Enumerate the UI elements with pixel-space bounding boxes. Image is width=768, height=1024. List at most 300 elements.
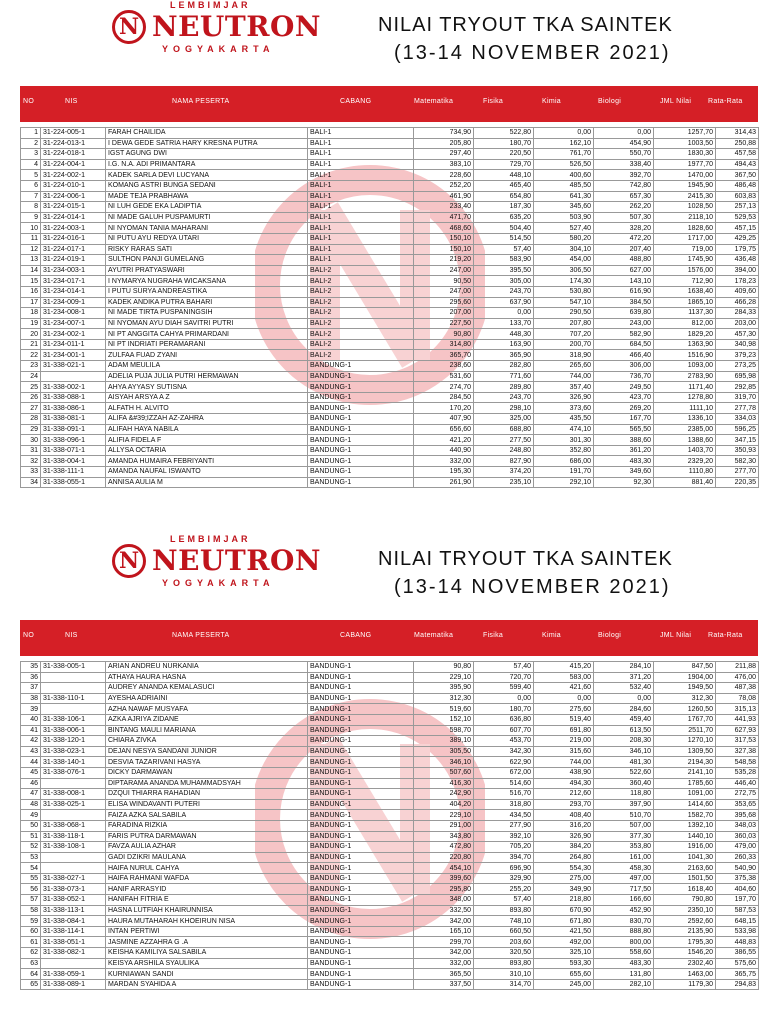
row-jml-nilai: 1829,20 [654,329,716,340]
col-no: NO [23,632,35,639]
row-jml-nilai: 1041,30 [654,852,716,863]
row-biologi: 92,30 [594,477,654,488]
row-fisika: 342,30 [474,746,534,757]
brand-tagline: LEMBIMJAR [170,534,251,544]
row-kimia: 0,00 [534,128,594,139]
col-kimia: Kimia [542,632,562,639]
row-cabang: BANDUNG-1 [308,905,414,916]
row-no: 4 [21,159,41,170]
table-row [21,202,759,213]
table-row [21,979,759,990]
col-nama: NAMA PESERTA [172,632,230,639]
row-rata-rata: 429,25 [716,233,759,244]
row-jml-nilai: 1582,70 [654,810,716,821]
row-no: 39 [21,704,41,715]
table-row [21,308,759,319]
table-row [21,662,759,673]
row-jml-nilai: 1767,70 [654,714,716,725]
row-fisika: 893,80 [474,905,534,916]
row-fisika: 318,80 [474,799,534,810]
table-row [21,704,759,715]
row-rata-rata: 466,28 [716,297,759,308]
row-no: 6 [21,180,41,191]
row-cabang: BANDUNG-1 [308,382,414,393]
row-nis: 31-234-008-1 [41,308,106,319]
col-biologi: Biologi [598,98,622,105]
row-fisika: 660,50 [474,926,534,937]
row-rata-rata: 353,65 [716,799,759,810]
row-jml-nilai: 1414,60 [654,799,716,810]
row-biologi: 0,00 [594,128,654,139]
row-no: 12 [21,244,41,255]
row-matematika: 297,40 [414,149,474,160]
row-no: 38 [21,693,41,704]
brand-tagline: LEMBIMJAR [170,0,251,10]
row-matematika: 454,10 [414,863,474,874]
table-row [21,350,759,361]
row-cabang: BALI-1 [308,149,414,160]
row-fisika: 220,50 [474,149,534,160]
row-nama-peserta: NI MADE GALUH PUSPAMURTI [106,212,308,223]
row-rata-rata: 587,53 [716,905,759,916]
row-kimia: 275,00 [534,873,594,884]
table-row [21,361,759,372]
row-cabang: BALI-2 [308,329,414,340]
row-rata-rata: 314,43 [716,128,759,139]
row-kimia: 265,60 [534,361,594,372]
row-no: 21 [21,339,41,350]
row-matematika: 531,60 [414,371,474,382]
row-nis: 31-338-004-1 [41,456,106,467]
row-nama-peserta: AYUTRI PRATYASWARI [106,265,308,276]
row-kimia: 306,50 [534,265,594,276]
row-nama-peserta: RISKY RARAS SATI [106,244,308,255]
row-rata-rata: 327,38 [716,746,759,757]
row-cabang: BALI-1 [308,223,414,234]
row-no: 59 [21,916,41,927]
row-nis: 31-338-008-1 [41,789,106,800]
row-no: 19 [21,318,41,329]
row-matematika: 342,00 [414,948,474,959]
row-nama-peserta: NI MADE TIRTA PUSPANINGSIH [106,308,308,319]
row-fisika: 235,10 [474,477,534,488]
row-nis: 31-224-005-1 [41,128,106,139]
row-kimia: 527,40 [534,223,594,234]
row-rata-rata: 529,53 [716,212,759,223]
row-jml-nilai: 1516,90 [654,350,716,361]
row-no: 11 [21,233,41,244]
row-jml-nilai: 2194,30 [654,757,716,768]
row-matematika: 165,10 [414,926,474,937]
col-kimia: Kimia [542,98,562,105]
row-biologi: 243,00 [594,318,654,329]
row-jml-nilai: 2511,70 [654,725,716,736]
row-jml-nilai: 1916,00 [654,842,716,853]
row-nis [41,852,106,863]
row-biologi: 207,40 [594,244,654,255]
row-jml-nilai: 1388,60 [654,435,716,446]
row-nis: 31-338-059-1 [41,969,106,980]
row-nis: 31-224-019-1 [41,255,106,266]
row-nama-peserta: KEISYA ARSHILA SYAULIKA [106,958,308,969]
table-row [21,672,759,683]
row-cabang: BANDUNG-1 [308,392,414,403]
row-fisika: 514,50 [474,233,534,244]
row-no: 25 [21,382,41,393]
row-cabang: BANDUNG-1 [308,799,414,810]
row-nis: 31-224-014-1 [41,212,106,223]
row-no: 10 [21,223,41,234]
row-cabang: BALI-1 [308,191,414,202]
row-cabang: BANDUNG-1 [308,414,414,425]
row-nama-peserta: KEISHA KAMILIYA SALSABILA [106,948,308,959]
row-jml-nilai: 2329,20 [654,456,716,467]
row-biologi: 143,10 [594,276,654,287]
row-biologi: 565,50 [594,424,654,435]
row-nis: 31-338-021-1 [41,361,106,372]
row-cabang: BANDUNG-1 [308,831,414,842]
row-jml-nilai: 712,90 [654,276,716,287]
row-kimia: 547,10 [534,297,594,308]
row-kimia: 326,90 [534,831,594,842]
table-row [21,693,759,704]
report-title: NILAI TRYOUT TKA SAINTEK [378,14,673,36]
row-jml-nilai: 1309,50 [654,746,716,757]
row-kimia: 503,90 [534,212,594,223]
table-row [21,414,759,425]
row-matematika: 389,10 [414,736,474,747]
row-kimia: 435,50 [534,414,594,425]
row-fisika: 607,70 [474,725,534,736]
row-matematika: 90,80 [414,329,474,340]
row-cabang: BANDUNG-1 [308,895,414,906]
row-cabang: BANDUNG-1 [308,958,414,969]
row-kimia: 326,90 [534,392,594,403]
sheet-header [0,534,768,620]
row-rata-rata: 448,83 [716,937,759,948]
row-no: 28 [21,414,41,425]
row-nis: 31-338-096-1 [41,435,106,446]
row-nis: 31-338-110-1 [41,693,106,704]
row-fisika: 504,40 [474,223,534,234]
row-nama-peserta: HAIFA NURUL CAHYA [106,863,308,874]
row-nama-peserta: NI LUH GEDE EKA LADIPTIA [106,202,308,213]
row-jml-nilai: 2783,90 [654,371,716,382]
row-nis: 31-234-017-1 [41,276,106,287]
row-jml-nilai: 790,80 [654,895,716,906]
table-row [21,286,759,297]
row-rata-rata: 648,15 [716,916,759,927]
row-biologi: 349,60 [594,467,654,478]
row-rata-rata: 375,38 [716,873,759,884]
row-no: 29 [21,424,41,435]
row-nama-peserta: ATHAYA HAURA HASNA [106,672,308,683]
row-fisika: 394,70 [474,852,534,863]
row-matematika: 295,80 [414,884,474,895]
row-jml-nilai: 1717,00 [654,233,716,244]
row-nama-peserta: ADAM MEULILA [106,361,308,372]
row-cabang: BANDUNG-1 [308,789,414,800]
row-no: 50 [21,820,41,831]
row-nis: 31-338-088-1 [41,392,106,403]
row-kimia: 421,50 [534,926,594,937]
row-cabang: BALI-2 [308,350,414,361]
row-no: 15 [21,276,41,287]
row-nis: 31-224-002-1 [41,170,106,181]
row-jml-nilai: 1137,30 [654,308,716,319]
row-rata-rata: 627,93 [716,725,759,736]
row-fisika: 720,70 [474,672,534,683]
row-cabang: BALI-1 [308,244,414,255]
row-fisika: 187,30 [474,202,534,213]
row-rata-rata: 334,03 [716,414,759,425]
row-matematika: 247,00 [414,265,474,276]
table-row [21,725,759,736]
row-matematika: 207,00 [414,308,474,319]
row-nis: 31-338-027-1 [41,873,106,884]
row-no: 8 [21,202,41,213]
row-matematika: 337,50 [414,979,474,990]
row-rata-rata: 350,93 [716,445,759,456]
row-fisika: 395,50 [474,265,534,276]
row-rata-rata: 179,75 [716,244,759,255]
row-biologi: 397,90 [594,799,654,810]
row-nis: 31-234-011-1 [41,339,106,350]
row-jml-nilai: 1470,00 [654,170,716,181]
row-no: 36 [21,672,41,683]
row-nis: 31-338-114-1 [41,926,106,937]
row-cabang: BALI-1 [308,180,414,191]
table-row [21,424,759,435]
row-nis: 31-338-091-1 [41,424,106,435]
row-nama-peserta: GADI DZIKRI MAULANA [106,852,308,863]
row-biologi: 736,70 [594,371,654,382]
row-nama-peserta: NI PUTU AYU REDYA UTARI [106,233,308,244]
row-no: 53 [21,852,41,863]
row-biologi: 118,80 [594,789,654,800]
row-no: 42 [21,736,41,747]
row-kimia: 671,80 [534,916,594,927]
row-no: 7 [21,191,41,202]
row-nis: 31-338-051-1 [41,937,106,948]
report-title: NILAI TRYOUT TKA SAINTEK [378,548,673,570]
row-nama-peserta: NI NYOMAN TANIA MAHARANI [106,223,308,234]
row-no: 33 [21,467,41,478]
row-fisika: 180,70 [474,704,534,715]
col-cabang: CABANG [340,98,372,105]
row-cabang: BANDUNG-1 [308,435,414,446]
row-no: 44 [21,757,41,768]
row-cabang: BANDUNG-1 [308,693,414,704]
row-jml-nilai: 2302,40 [654,958,716,969]
row-cabang: BANDUNG-1 [308,863,414,874]
row-kimia: 315,60 [534,746,594,757]
row-kimia: 275,60 [534,704,594,715]
table-row [21,170,759,181]
row-nis [41,683,106,694]
row-nama-peserta: AHYA AYYASY SUTISNA [106,382,308,393]
row-kimia: 191,70 [534,467,594,478]
row-cabang: BALI-2 [308,286,414,297]
row-fisika: 654,80 [474,191,534,202]
row-fisika: 448,10 [474,170,534,181]
row-kimia: 325,10 [534,948,594,959]
row-matematika: 332,00 [414,958,474,969]
col-biologi: Biologi [598,632,622,639]
row-nis: 31-338-118-1 [41,831,106,842]
row-nama-peserta: ALIFA &#39;IZZAH AZ-ZAHRA [106,414,308,425]
table-row [21,842,759,853]
row-rata-rata: 395,68 [716,810,759,821]
row-rata-rata: 486,48 [716,180,759,191]
row-jml-nilai: 1785,60 [654,778,716,789]
row-matematika: 440,90 [414,445,474,456]
row-biologi: 481,30 [594,757,654,768]
row-fisika: 729,70 [474,159,534,170]
row-nama-peserta: INTAN PERTIWI [106,926,308,937]
row-matematika: 472,80 [414,842,474,853]
row-kimia: 408,40 [534,810,594,821]
row-rata-rata: 436,48 [716,255,759,266]
table-row [21,297,759,308]
row-nis: 31-224-018-1 [41,149,106,160]
row-jml-nilai: 1003,50 [654,138,716,149]
row-jml-nilai: 2415,30 [654,191,716,202]
row-cabang: BANDUNG-1 [308,672,414,683]
row-kimia: 304,10 [534,244,594,255]
row-jml-nilai: 1111,10 [654,403,716,414]
table-row [21,948,759,959]
row-fisika: 298,10 [474,403,534,414]
row-nis: 31-338-071-1 [41,445,106,456]
row-nama-peserta: FAVZA AULIA AZHAR [106,842,308,853]
row-kimia: 670,90 [534,905,594,916]
row-rata-rata: 294,83 [716,979,759,990]
row-nis: 31-338-086-1 [41,403,106,414]
row-rata-rata: 78,08 [716,693,759,704]
row-matematika: 219,20 [414,255,474,266]
row-rata-rata: 273,25 [716,361,759,372]
row-matematika: 220,80 [414,852,474,863]
row-no: 40 [21,714,41,725]
row-biologi: 262,20 [594,202,654,213]
col-nama: NAMA PESERTA [172,98,230,105]
row-nama-peserta: KURNIAWAN SANDI [106,969,308,980]
row-rata-rata: 540,90 [716,863,759,874]
row-kimia: 530,80 [534,286,594,297]
row-rata-rata: 211,88 [716,662,759,673]
row-rata-rata: 494,43 [716,159,759,170]
row-biologi: 249,50 [594,382,654,393]
row-biologi: 522,60 [594,767,654,778]
column-header-bar [20,620,758,656]
row-matematika: 170,20 [414,403,474,414]
row-matematika: 195,30 [414,467,474,478]
row-jml-nilai: 1257,70 [654,128,716,139]
row-cabang: BALI-2 [308,276,414,287]
row-rata-rata: 394,00 [716,265,759,276]
row-matematika: 90,80 [414,662,474,673]
row-nama-peserta: HASNA LUTFIAH KHAIRUNNISA [106,905,308,916]
row-matematika: 291,00 [414,820,474,831]
table-row [21,969,759,980]
sheet-header [0,0,768,86]
row-cabang: BALI-2 [308,265,414,276]
row-biologi: 558,60 [594,948,654,959]
row-rata-rata: 575,60 [716,958,759,969]
row-biologi: 377,30 [594,831,654,842]
row-fisika: 57,40 [474,244,534,255]
row-nis [41,863,106,874]
row-fisika: 310,10 [474,969,534,980]
brand-name: NEUTRON [152,544,321,577]
row-jml-nilai: 2163,60 [654,863,716,874]
row-matematika: 305,50 [414,746,474,757]
col-nis: NIS [65,632,78,639]
row-fisika: 255,20 [474,884,534,895]
row-nama-peserta: AMANDA NAUFAL ISWANTO [106,467,308,478]
row-nis: 31-338-005-1 [41,662,106,673]
row-jml-nilai: 1336,10 [654,414,716,425]
row-kimia: 580,20 [534,233,594,244]
row-kimia: 438,90 [534,767,594,778]
row-no: 16 [21,286,41,297]
row-biologi: 167,70 [594,414,654,425]
row-biologi: 306,00 [594,361,654,372]
row-no: 17 [21,297,41,308]
row-matematika: 598,70 [414,725,474,736]
table-row [21,191,759,202]
row-nis: 31-338-111-1 [41,467,106,478]
row-no: 2 [21,138,41,149]
row-fisika: 243,70 [474,286,534,297]
row-rata-rata: 250,88 [716,138,759,149]
row-nama-peserta: ALFATH H. ALVITO [106,403,308,414]
col-matematika: Matematika [414,632,454,639]
row-nama-peserta: BINTANG MAULI MARIANA [106,725,308,736]
table-row [21,895,759,906]
table-row [21,180,759,191]
row-jml-nilai: 2135,90 [654,926,716,937]
row-nis [41,704,106,715]
row-no: 55 [21,873,41,884]
row-cabang: BANDUNG-1 [308,371,414,382]
row-biologi: 360,40 [594,778,654,789]
row-no: 60 [21,926,41,937]
row-nis: 31-234-009-1 [41,297,106,308]
row-jml-nilai: 1440,10 [654,831,716,842]
row-matematika: 227,50 [414,318,474,329]
row-rata-rata: 315,13 [716,704,759,715]
row-cabang: BALI-1 [308,138,414,149]
row-kimia: 691,80 [534,725,594,736]
table-row [21,382,759,393]
row-cabang: BANDUNG-1 [308,704,414,715]
row-matematika: 519,60 [414,704,474,715]
row-fisika: 133,70 [474,318,534,329]
table-row [21,831,759,842]
row-kimia: 292,10 [534,477,594,488]
row-matematika: 471,70 [414,212,474,223]
row-kimia: 655,60 [534,969,594,980]
row-biologi: 452,90 [594,905,654,916]
table-row [21,778,759,789]
row-nama-peserta: JASMINE AZZAHRA G .A [106,937,308,948]
row-cabang: BANDUNG-1 [308,456,414,467]
neutron-logo-icon: N [112,10,146,44]
row-no: 9 [21,212,41,223]
row-jml-nilai: 1745,90 [654,255,716,266]
